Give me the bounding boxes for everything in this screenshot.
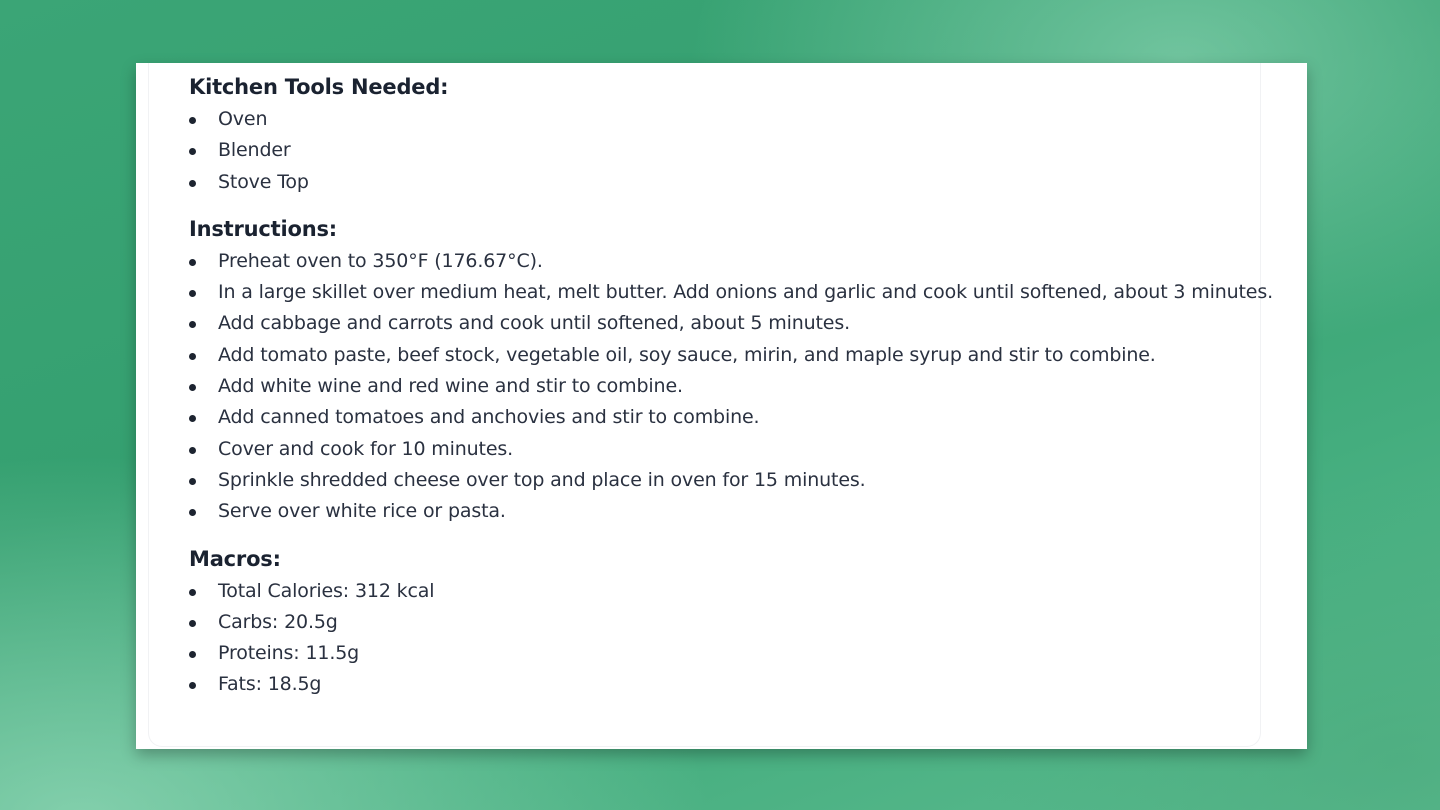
bullet-icon <box>189 651 196 658</box>
list-item-text: Oven <box>218 108 268 130</box>
section-heading: Macros: <box>189 546 281 571</box>
bullet-icon <box>189 620 196 627</box>
bullet-icon <box>189 117 196 124</box>
list-item <box>189 371 1260 402</box>
bullet-icon <box>189 447 196 454</box>
list-item <box>189 104 1260 135</box>
list-item-text: Serve over white rice or pasta. <box>218 500 506 523</box>
recipe-content <box>189 73 1273 718</box>
list-item <box>189 167 1260 198</box>
list-item <box>189 496 1260 527</box>
list-item <box>189 340 1260 371</box>
kitchen-tools-list <box>189 104 1260 198</box>
list-item-text: In a large skillet over medium heat, melt butter. Add onions and garlic and cook until softened, about 3 minutes. <box>218 281 1273 304</box>
bullet-icon <box>189 589 196 596</box>
list-item-text: Total Calories: 312 kcal <box>218 579 435 602</box>
list-item-text: Cover and cook for 10 minutes. <box>218 437 514 460</box>
list-item-text: Add tomato paste, beef stock, vegetable oil, soy sauce, mirin, and maple syrup and stir to combine. <box>218 343 1156 366</box>
message-bubble <box>148 63 1273 747</box>
list-item <box>189 607 1260 638</box>
list-item <box>189 669 1260 700</box>
instructions-list <box>189 246 1273 528</box>
list-item <box>189 308 1260 339</box>
bullet-icon <box>189 259 196 266</box>
list-item-text: Preheat oven to 350°F (176.67°C). <box>218 249 543 272</box>
bullet-icon <box>189 148 196 155</box>
section-heading: Instructions: <box>189 216 337 241</box>
list-item <box>189 402 1260 433</box>
list-item <box>189 434 1260 465</box>
bullet-icon <box>189 321 196 328</box>
bullet-icon <box>189 478 196 485</box>
list-item-text: Carbs: 20.5g <box>218 610 338 633</box>
bullet-icon <box>189 290 196 297</box>
bullet-icon <box>189 180 196 187</box>
bullet-icon <box>189 509 196 516</box>
list-item <box>189 277 1273 308</box>
list-item-text: Add cabbage and carrots and cook until softened, about 5 minutes. <box>218 312 850 335</box>
section-heading: Kitchen Tools Needed: <box>189 75 449 99</box>
list-item-text: Fats: 18.5g <box>218 673 322 696</box>
bullet-icon <box>189 353 196 360</box>
list-item-text: Stove Top <box>218 170 309 193</box>
kitchen-tools-section <box>189 73 1260 198</box>
list-item <box>189 638 1260 669</box>
macros-list <box>189 576 1260 701</box>
list-item <box>189 135 1260 166</box>
list-item <box>189 465 1260 496</box>
macros-section <box>189 545 1260 701</box>
list-item-text: Proteins: 11.5g <box>218 642 360 665</box>
recipe-card <box>136 63 1307 749</box>
list-item-text: Add white wine and red wine and stir to combine. <box>218 375 683 398</box>
bullet-icon <box>189 384 196 391</box>
bullet-icon <box>189 682 196 689</box>
bullet-icon <box>189 415 196 422</box>
list-item-text: Sprinkle shredded cheese over top and place in oven for 15 minutes. <box>218 468 866 491</box>
list-item-text: Add canned tomatoes and anchovies and stir to combine. <box>218 406 760 429</box>
instructions-section <box>189 215 1273 528</box>
list-item <box>189 576 1260 607</box>
list-item-text: Blender <box>218 139 291 162</box>
list-item <box>189 246 1260 277</box>
